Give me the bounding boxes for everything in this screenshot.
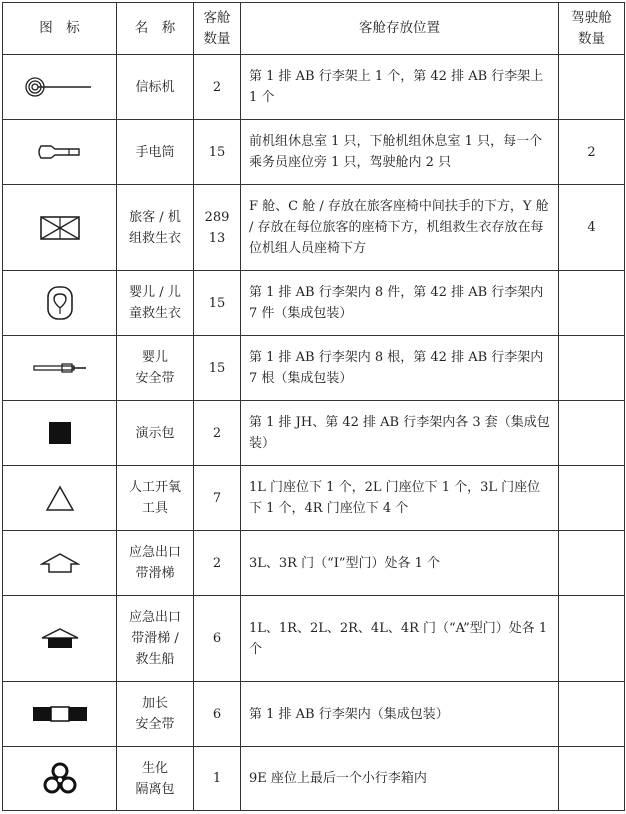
row-cockpit-count xyxy=(559,531,625,596)
row-cockpit-count xyxy=(559,682,625,747)
row-cabin-count: 15 xyxy=(194,336,241,401)
triangle-icon xyxy=(3,484,116,512)
row-name: 加长 安全带 xyxy=(117,682,194,747)
row-location: 9E 座位上最后一个小行李箱内 xyxy=(241,747,559,811)
flashlight-icon xyxy=(3,141,116,163)
row-name: 婴儿 安全带 xyxy=(117,336,194,401)
row-cabin-count: 6 xyxy=(194,596,241,682)
row-location: 前机组休息室 1 只，下舱机组休息室 1 只，每一个乘务员座位旁 1 只，驾驶舱内 2 只 xyxy=(241,120,559,185)
header-name: 名 称 xyxy=(117,3,194,55)
table-row xyxy=(3,336,625,401)
row-location: 3L、3R 门（“I”型门）处各 1 个 xyxy=(241,531,559,596)
row-name: 婴儿 / 儿 童救生衣 xyxy=(117,271,194,336)
demo-kit-icon xyxy=(3,421,116,445)
infant-vest-icon xyxy=(3,284,116,322)
row-cockpit-count xyxy=(559,336,625,401)
row-cabin-count: 2 xyxy=(194,55,241,120)
row-cockpit-count: 4 xyxy=(559,185,625,271)
equipment-table xyxy=(2,2,625,811)
row-name: 演示包 xyxy=(117,401,194,466)
row-location: 第 1 排 AB 行李架内（集成包装） xyxy=(241,682,559,747)
beacon-icon xyxy=(3,74,116,100)
row-location: F 舱、C 舱 / 存放在旅客座椅中间扶手的下方，Y 舱 / 存放在每位旅客的座椅下方，机组救生衣存放在每位机组人员座椅下方 xyxy=(241,185,559,271)
table-row xyxy=(3,682,625,747)
row-name: 生化 隔离包 xyxy=(117,747,194,811)
row-location: 第 1 排 AB 行李架内 8 件，第 42 排 AB 行李架内 7 件（集成包装） xyxy=(241,271,559,336)
table-row xyxy=(3,596,625,682)
header-row xyxy=(3,3,625,55)
biohazard-icon xyxy=(3,761,116,797)
infant-belt-icon xyxy=(3,361,116,375)
header-cockpit-count: 驾驶舱 数量 xyxy=(559,3,625,55)
row-location: 第 1 排 AB 行李架上 1 个，第 42 排 AB 行李架上 1 个 xyxy=(241,55,559,120)
row-cabin-count: 7 xyxy=(194,466,241,531)
row-cockpit-count: 2 xyxy=(559,120,625,185)
table-row xyxy=(3,401,625,466)
row-cabin-count: 2 xyxy=(194,401,241,466)
row-cockpit-count xyxy=(559,271,625,336)
table-row xyxy=(3,185,625,271)
row-cabin-count: 289 13 xyxy=(194,185,241,271)
row-cabin-count: 1 xyxy=(194,747,241,811)
table-row xyxy=(3,466,625,531)
row-cockpit-count xyxy=(559,55,625,120)
life-vest-icon xyxy=(3,215,116,241)
row-name: 手电筒 xyxy=(117,120,194,185)
table-row xyxy=(3,271,625,336)
row-name: 应急出口 带滑梯 / 救生船 xyxy=(117,596,194,682)
row-name: 旅客 / 机 组救生衣 xyxy=(117,185,194,271)
row-cockpit-count xyxy=(559,747,625,811)
table-row xyxy=(3,55,625,120)
table-row xyxy=(3,120,625,185)
row-cabin-count: 6 xyxy=(194,682,241,747)
row-location: 1L、1R、2L、2R、4L、4R 门（“A”型门）处各 1 个 xyxy=(241,596,559,682)
row-cabin-count: 15 xyxy=(194,271,241,336)
table-row xyxy=(3,747,625,811)
row-cockpit-count xyxy=(559,466,625,531)
header-cabin-count: 客舱 数量 xyxy=(194,3,241,55)
row-cockpit-count xyxy=(559,401,625,466)
row-cockpit-count xyxy=(559,596,625,682)
row-cabin-count: 15 xyxy=(194,120,241,185)
row-location: 1L 门座位下 1 个，2L 门座位下 1 个，3L 门座位下 1 个，4R 门座位下 4 个 xyxy=(241,466,559,531)
row-location: 第 1 排 AB 行李架内 8 根，第 42 排 AB 行李架内 7 根（集成包装） xyxy=(241,336,559,401)
row-name: 应急出口 带滑梯 xyxy=(117,531,194,596)
row-location: 第 1 排 JH、第 42 排 AB 行李架内各 3 套（集成包装） xyxy=(241,401,559,466)
header-cabin-location: 客舱存放位置 xyxy=(241,3,559,55)
slide-raft-icon xyxy=(3,627,116,651)
slide-icon xyxy=(3,552,116,574)
row-name: 人工开氧 工具 xyxy=(117,466,194,531)
row-cabin-count: 2 xyxy=(194,531,241,596)
header-icon: 图 标 xyxy=(3,3,117,55)
extension-belt-icon xyxy=(3,705,116,723)
table-row xyxy=(3,531,625,596)
row-name: 信标机 xyxy=(117,55,194,120)
